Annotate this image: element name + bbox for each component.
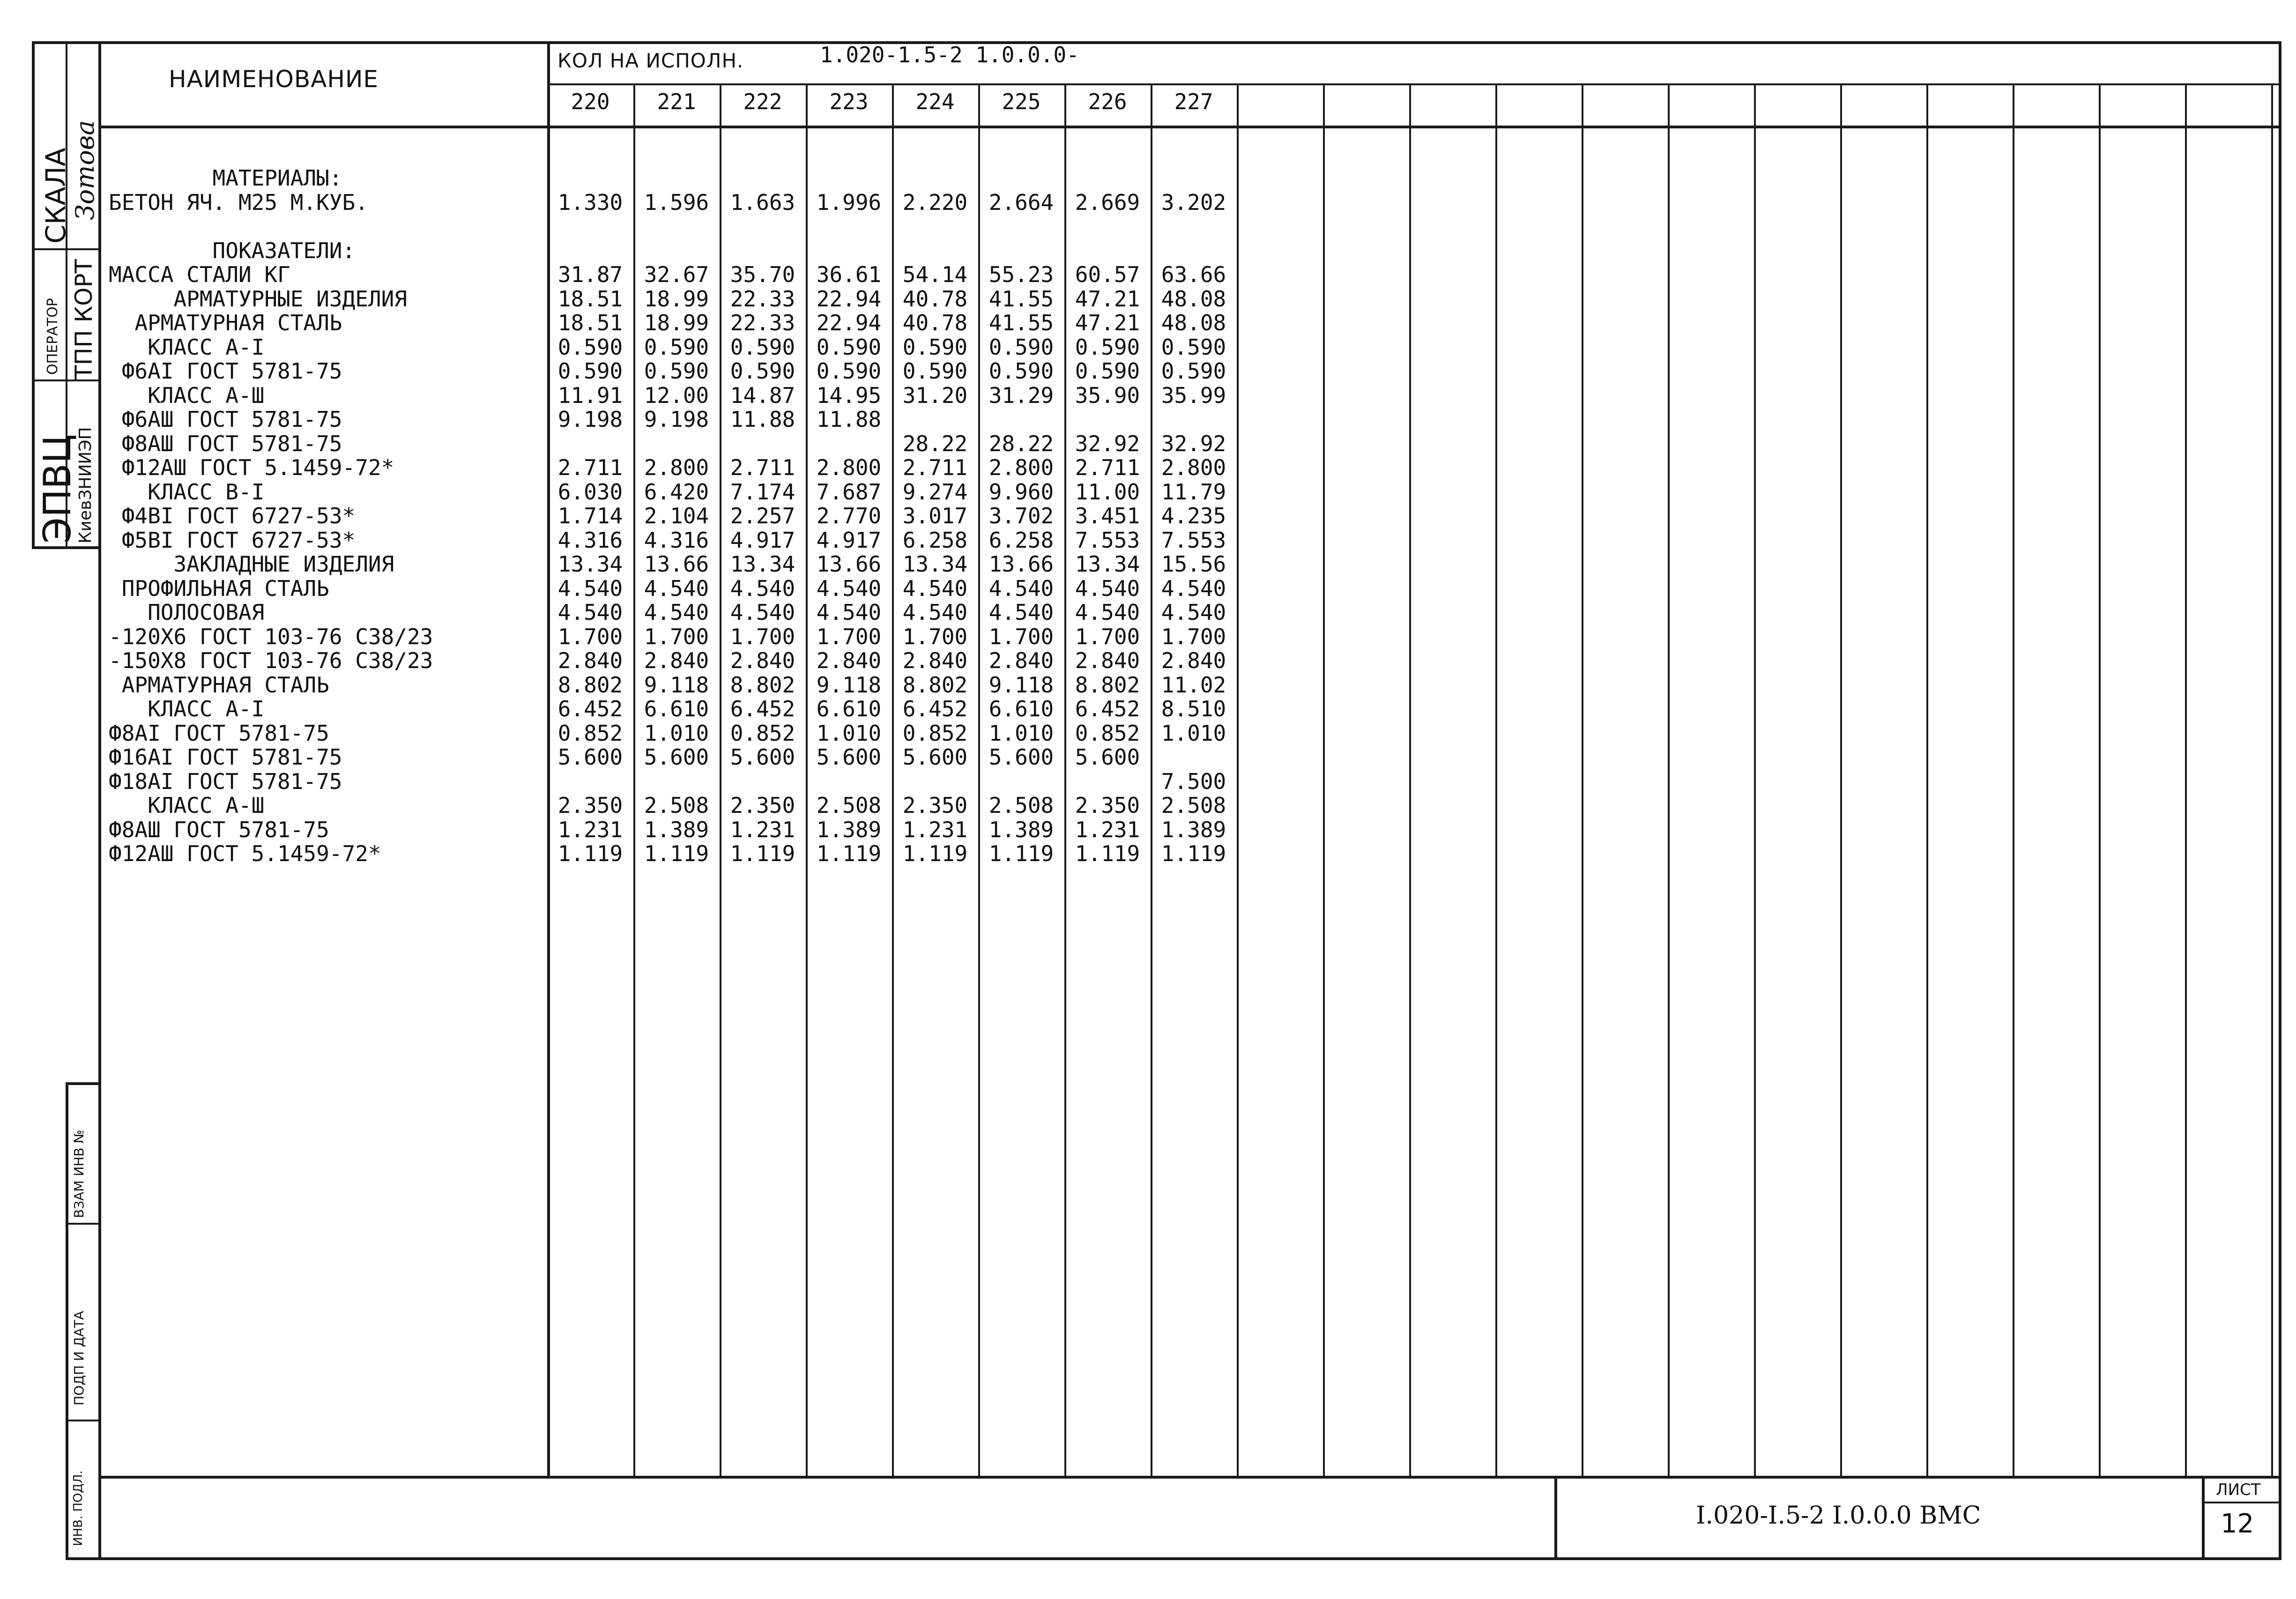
table-cell: 2.220 <box>902 189 968 215</box>
table-cell: 13.66 <box>988 551 1054 577</box>
table-cell: 1.119 <box>988 841 1054 866</box>
table-cell: 18.99 <box>644 310 709 335</box>
row-label: -120Х6 ГОСТ 103-76 С38/23 <box>109 624 433 649</box>
row-label: КЛАСС А-Ш <box>109 793 265 818</box>
row-label: МАССА СТАЛИ КГ <box>109 262 290 287</box>
table-cell: 2.840 <box>1075 648 1140 673</box>
table-cell: 32.92 <box>1161 431 1226 456</box>
table-cell: 22.33 <box>730 286 795 312</box>
table-cell: 5.600 <box>644 744 709 770</box>
table-cell: 2.350 <box>557 793 623 818</box>
table-cell: 2.711 <box>730 455 795 480</box>
table-cell: 0.590 <box>730 334 795 360</box>
row-label: Ф4ВI ГОСТ 6727-53* <box>109 503 356 528</box>
column-line <box>2099 83 2101 1477</box>
row-label: Ф18АI ГОСТ 5781-75 <box>109 768 342 794</box>
table-cell: 18.99 <box>644 286 709 312</box>
table-cell: 32.92 <box>1075 431 1140 456</box>
table-cell: 40.78 <box>902 310 968 335</box>
table-cell: 4.540 <box>557 600 623 625</box>
table-cell: 1.663 <box>730 189 795 215</box>
column-line <box>1668 83 1670 1477</box>
table-cell: 4.316 <box>557 527 623 553</box>
table-cell: 1.119 <box>902 841 968 866</box>
table-cell: 14.87 <box>730 382 795 408</box>
table-cell: 0.590 <box>816 358 882 384</box>
row-label: ПРОФИЛЬНАЯ СТАЛЬ <box>109 575 329 601</box>
table-cell: 22.33 <box>730 310 795 335</box>
table-cell: 22.94 <box>816 286 882 312</box>
table-cell: 11.79 <box>1161 479 1226 505</box>
table-cell: 5.600 <box>988 744 1054 770</box>
table-cell: 1.389 <box>1161 817 1226 842</box>
column-line <box>2013 83 2014 1477</box>
row-label: ЗАКЛАДНЫЕ ИЗДЕЛИЯ <box>109 551 394 577</box>
table-cell: 0.852 <box>730 720 795 746</box>
table-cell: 2.840 <box>988 648 1054 673</box>
column-number: 223 <box>829 89 869 114</box>
stamp-sheet-line <box>2202 1502 2280 1503</box>
sheet-number: 12 <box>2221 1509 2254 1539</box>
table-cell: 28.22 <box>902 431 968 456</box>
table-cell: 2.664 <box>988 189 1054 215</box>
table-cell: 2.800 <box>1161 455 1226 480</box>
qty-label: КОЛ НА ИСПОЛН. <box>557 49 744 72</box>
column-line <box>1582 83 1583 1477</box>
column-line <box>1323 83 1325 1477</box>
table-cell: 1.700 <box>1075 624 1140 649</box>
table-cell: 2.840 <box>730 648 795 673</box>
table-cell: 6.452 <box>730 696 795 721</box>
row-label: ПОЛОСОВАЯ <box>109 600 265 625</box>
table-cell: 6.258 <box>988 527 1054 553</box>
table-cell: 3.202 <box>1161 189 1226 215</box>
row-label: Ф6АI ГОСТ 5781-75 <box>109 358 342 384</box>
table-cell: 0.852 <box>902 720 968 746</box>
frame-right-border <box>2279 41 2281 1559</box>
table-cell: 13.66 <box>816 551 882 577</box>
header-divider-bottom <box>98 126 2281 128</box>
table-cell: 14.95 <box>816 382 882 408</box>
table-cell: 2.840 <box>902 648 968 673</box>
scale-label: СКАЛА <box>40 148 72 244</box>
table-cell: 0.590 <box>644 358 709 384</box>
table-cell: 31.20 <box>902 382 968 408</box>
table-cell: 7.174 <box>730 479 795 505</box>
table-cell: 1.119 <box>1075 841 1140 866</box>
row-label: Ф8АШ ГОСТ 5781-75 <box>109 431 342 456</box>
table-cell: 2.800 <box>988 455 1054 480</box>
table-cell: 18.51 <box>557 286 623 312</box>
table-cell: 2.257 <box>730 503 795 528</box>
table-cell: 1.700 <box>557 624 623 649</box>
table-cell: 4.540 <box>730 575 795 601</box>
table-cell: 6.452 <box>1075 696 1140 721</box>
table-cell: 41.55 <box>988 310 1054 335</box>
table-cell: 12.00 <box>644 382 709 408</box>
table-cell: 7.500 <box>1161 768 1226 794</box>
column-line <box>1754 83 1756 1477</box>
column-number: 220 <box>571 89 610 114</box>
table-cell: 4.540 <box>988 600 1054 625</box>
table-cell: 1.231 <box>730 817 795 842</box>
table-cell: 6.030 <box>557 479 623 505</box>
table-cell: 9.118 <box>644 672 709 698</box>
column-number: 227 <box>1174 89 1213 114</box>
side-strip-lower-top <box>66 1082 100 1085</box>
column-line <box>2185 83 2187 1477</box>
table-cell: 1.700 <box>730 624 795 649</box>
sheet-label: ЛИСТ <box>2216 1480 2261 1499</box>
row-label: АРМАТУРНАЯ СТАЛЬ <box>109 672 329 698</box>
table-cell: 4.540 <box>1161 575 1226 601</box>
table-cell: 9.198 <box>644 407 709 432</box>
operator-label: ОПЕРАТОР <box>45 298 61 375</box>
table-cell: 18.51 <box>557 310 623 335</box>
table-cell: 63.66 <box>1161 262 1226 287</box>
table-cell: 22.94 <box>816 310 882 335</box>
table-cell: 2.840 <box>816 648 882 673</box>
table-cell: 4.540 <box>1075 600 1140 625</box>
table-cell: 11.91 <box>557 382 623 408</box>
row-label: -150Х8 ГОСТ 103-76 С38/23 <box>109 648 433 673</box>
table-cell: 35.90 <box>1075 382 1140 408</box>
table-cell: 3.702 <box>988 503 1054 528</box>
table-cell: 9.118 <box>988 672 1054 698</box>
table-cell: 0.590 <box>988 358 1054 384</box>
table-cell: 1.231 <box>1075 817 1140 842</box>
table-cell: 1.010 <box>816 720 882 746</box>
table-cell: 54.14 <box>902 262 968 287</box>
table-cell: 1.119 <box>816 841 882 866</box>
table-cell: 1.330 <box>557 189 623 215</box>
table-cell: 4.540 <box>816 575 882 601</box>
table-cell: 36.61 <box>816 262 882 287</box>
side-strip-split-2 <box>32 379 100 381</box>
table-cell: 2.350 <box>730 793 795 818</box>
table-cell: 0.590 <box>1075 358 1140 384</box>
table-cell: 1.700 <box>988 624 1054 649</box>
table-cell: 1.700 <box>902 624 968 649</box>
table-cell: 9.960 <box>988 479 1054 505</box>
table-cell: 5.600 <box>816 744 882 770</box>
frame-top-border <box>98 41 2281 44</box>
row-label: КЛАСС А-I <box>109 696 265 721</box>
table-cell: 2.508 <box>988 793 1054 818</box>
table-cell: 13.34 <box>730 551 795 577</box>
table-cell: 35.70 <box>730 262 795 287</box>
table-cell: 1.119 <box>1161 841 1226 866</box>
row-label: Ф6АШ ГОСТ 5781-75 <box>109 407 342 432</box>
stamp-code-divider <box>1554 1476 1557 1558</box>
table-cell: 6.610 <box>988 696 1054 721</box>
side-strip-lower-split-1 <box>66 1223 100 1225</box>
table-cell: 2.711 <box>557 455 623 480</box>
name-column-header: НАИМЕНОВАНИЕ <box>169 66 379 93</box>
column-line <box>1840 83 1842 1477</box>
table-cell: 32.67 <box>644 262 709 287</box>
row-label: Ф5ВI ГОСТ 6727-53* <box>109 527 356 553</box>
table-cell: 1.700 <box>1161 624 1226 649</box>
table-cell: 0.590 <box>730 358 795 384</box>
table-cell: 2.840 <box>557 648 623 673</box>
podp-label: ПОДП И ДАТА <box>71 1310 87 1406</box>
table-cell: 5.600 <box>730 744 795 770</box>
table-cell: 11.02 <box>1161 672 1226 698</box>
signature: Зотова <box>70 120 100 220</box>
table-cell: 0.590 <box>644 334 709 360</box>
table-cell: 7.553 <box>1075 527 1140 553</box>
column-line <box>1926 83 1928 1477</box>
table-cell: 28.22 <box>988 431 1054 456</box>
frame-left-border <box>98 41 101 1559</box>
table-cell: 4.540 <box>644 575 709 601</box>
table-cell: 1.010 <box>1161 720 1226 746</box>
table-cell: 60.57 <box>1075 262 1140 287</box>
table-cell: 35.99 <box>1161 382 1226 408</box>
column-number: 222 <box>743 89 782 114</box>
table-cell: 7.553 <box>1161 527 1226 553</box>
table-cell: 6.420 <box>644 479 709 505</box>
table-cell: 9.198 <box>557 407 623 432</box>
table-cell: 2.350 <box>1075 793 1140 818</box>
table-cell: 1.010 <box>644 720 709 746</box>
table-cell: 0.590 <box>1161 358 1226 384</box>
table-cell: 0.852 <box>557 720 623 746</box>
table-cell: 1.119 <box>644 841 709 866</box>
row-label: Ф8АI ГОСТ 5781-75 <box>109 720 329 746</box>
stamp-top-line <box>98 1476 2281 1479</box>
column-number: 221 <box>657 89 696 114</box>
table-cell: 4.540 <box>902 575 968 601</box>
side-strip-top <box>32 41 100 44</box>
table-cell: 13.66 <box>644 551 709 577</box>
table-cell: 2.770 <box>816 503 882 528</box>
table-cell: 11.00 <box>1075 479 1140 505</box>
column-number: 224 <box>915 89 955 114</box>
table-cell: 3.017 <box>902 503 968 528</box>
side-strip-split-1 <box>32 248 100 250</box>
document-code: I.020-I.5-2 I.0.0.0 ВМС <box>1696 1502 1981 1530</box>
table-cell: 4.540 <box>730 600 795 625</box>
table-cell: 4.540 <box>816 600 882 625</box>
table-cell: 3.451 <box>1075 503 1140 528</box>
table-cell: 1.231 <box>902 817 968 842</box>
table-cell: 0.590 <box>902 358 968 384</box>
stamp-sheet-divider <box>2202 1476 2205 1558</box>
table-cell: 8.802 <box>1075 672 1140 698</box>
row-label: АРМАТУРНАЯ СТАЛЬ <box>109 310 342 335</box>
table-cell: 2.840 <box>1161 648 1226 673</box>
table-cell: 41.55 <box>988 286 1054 312</box>
column-line <box>1409 83 1411 1477</box>
table-cell: 2.711 <box>902 455 968 480</box>
table-cell: 5.600 <box>902 744 968 770</box>
table-cell: 0.852 <box>1075 720 1140 746</box>
column-number: 225 <box>1002 89 1041 114</box>
table-cell: 1.389 <box>644 817 709 842</box>
org-name: КиевЗНИИЭП <box>76 427 95 543</box>
table-cell: 1.700 <box>816 624 882 649</box>
table-cell: 2.104 <box>644 503 709 528</box>
row-label: Ф12АШ ГОСТ 5.1459-72* <box>109 841 381 866</box>
table-cell: 48.08 <box>1161 286 1226 312</box>
table-cell: 4.917 <box>730 527 795 553</box>
org-code: ЭПВЦ <box>36 434 79 543</box>
table-cell: 0.590 <box>1161 334 1226 360</box>
column-line <box>1237 83 1239 1477</box>
table-cell: 11.88 <box>816 407 882 432</box>
table-cell: 11.88 <box>730 407 795 432</box>
table-cell: 0.590 <box>816 334 882 360</box>
table-cell: 2.350 <box>902 793 968 818</box>
table-cell: 8.510 <box>1161 696 1226 721</box>
table-cell: 2.508 <box>1161 793 1226 818</box>
row-label: КЛАСС А-I <box>109 334 265 360</box>
table-cell: 0.590 <box>557 358 623 384</box>
table-cell: 0.590 <box>902 334 968 360</box>
table-cell: 0.590 <box>988 334 1054 360</box>
table-cell: 4.316 <box>644 527 709 553</box>
row-label: ПОКАЗАТЕЛИ: <box>109 238 356 263</box>
table-cell: 1.389 <box>816 817 882 842</box>
table-cell: 47.21 <box>1075 310 1140 335</box>
table-cell: 4.540 <box>1161 600 1226 625</box>
table-cell: 5.600 <box>557 744 623 770</box>
table-cell: 4.540 <box>988 575 1054 601</box>
table-cell: 1.596 <box>644 189 709 215</box>
table-cell: 5.600 <box>1075 744 1140 770</box>
table-cell: 8.802 <box>730 672 795 698</box>
table-cell: 4.540 <box>1075 575 1140 601</box>
frame-bottom-border <box>98 1557 2281 1560</box>
table-cell: 1.231 <box>557 817 623 842</box>
side-strip-outer <box>32 41 35 547</box>
table-cell: 2.800 <box>644 455 709 480</box>
column-number: 226 <box>1088 89 1127 114</box>
side-strip-lower-bottom <box>66 1557 100 1560</box>
doc-reference: 1.020-1.5-2 1.0.0.0- <box>820 42 1079 67</box>
table-cell: 40.78 <box>902 286 968 312</box>
inv-label: ИНВ. ПОДЛ. <box>71 1470 85 1546</box>
table-cell: 1.119 <box>730 841 795 866</box>
row-label: АРМАТУРНЫЕ ИЗДЕЛИЯ <box>109 286 407 312</box>
table-cell: 2.669 <box>1075 189 1140 215</box>
table-cell: 2.508 <box>644 793 709 818</box>
row-label: МАТЕРИАЛЫ: <box>109 165 342 191</box>
table-cell: 31.29 <box>988 382 1054 408</box>
row-label: Ф16АI ГОСТ 5781-75 <box>109 744 342 770</box>
side-strip-lower-outer <box>66 1082 68 1558</box>
table-cell: 4.540 <box>902 600 968 625</box>
table-cell: 0.590 <box>557 334 623 360</box>
table-cell: 15.56 <box>1161 551 1226 577</box>
table-cell: 2.800 <box>816 455 882 480</box>
row-label: КЛАСС А-Ш <box>109 382 265 408</box>
tpp-label: ТПП КОРТ <box>70 259 97 379</box>
table-cell: 1.010 <box>988 720 1054 746</box>
table-cell: 1.700 <box>644 624 709 649</box>
table-cell: 31.87 <box>557 262 623 287</box>
row-label: КЛАСС В-I <box>109 479 265 505</box>
table-cell: 6.452 <box>557 696 623 721</box>
table-cell: 13.34 <box>1075 551 1140 577</box>
column-line <box>2271 83 2273 1477</box>
table-cell: 47.21 <box>1075 286 1140 312</box>
table-cell: 6.258 <box>902 527 968 553</box>
table-cell: 4.540 <box>557 575 623 601</box>
table-cell: 4.540 <box>644 600 709 625</box>
table-cell: 13.34 <box>557 551 623 577</box>
table-cell: 9.274 <box>902 479 968 505</box>
side-strip-lower-split-2 <box>66 1420 100 1421</box>
table-cell: 6.610 <box>644 696 709 721</box>
table-cell: 6.610 <box>816 696 882 721</box>
table-cell: 13.34 <box>902 551 968 577</box>
table-cell: 4.917 <box>816 527 882 553</box>
side-strip-bottom <box>32 546 100 549</box>
table-cell: 1.714 <box>557 503 623 528</box>
table-cell: 7.687 <box>816 479 882 505</box>
table-cell: 6.452 <box>902 696 968 721</box>
vzam-label: ВЗАМ ИНВ № <box>71 1130 87 1218</box>
column-line <box>1495 83 1497 1477</box>
row-label: Ф12АШ ГОСТ 5.1459-72* <box>109 455 394 480</box>
table-cell: 48.08 <box>1161 310 1226 335</box>
table-cell: 2.508 <box>816 793 882 818</box>
table-cell: 2.840 <box>644 648 709 673</box>
table-cell: 0.590 <box>1075 334 1140 360</box>
table-cell: 1.389 <box>988 817 1054 842</box>
table-cell: 2.711 <box>1075 455 1140 480</box>
row-label: БЕТОН ЯЧ. М25 М.КУБ. <box>109 189 368 215</box>
table-cell: 1.996 <box>816 189 882 215</box>
table-cell: 9.118 <box>816 672 882 698</box>
row-label: Ф8АШ ГОСТ 5781-75 <box>109 817 329 842</box>
table-cell: 8.802 <box>557 672 623 698</box>
table-cell: 4.235 <box>1161 503 1226 528</box>
table-cell: 8.802 <box>902 672 968 698</box>
table-cell: 55.23 <box>988 262 1054 287</box>
table-cell: 1.119 <box>557 841 623 866</box>
